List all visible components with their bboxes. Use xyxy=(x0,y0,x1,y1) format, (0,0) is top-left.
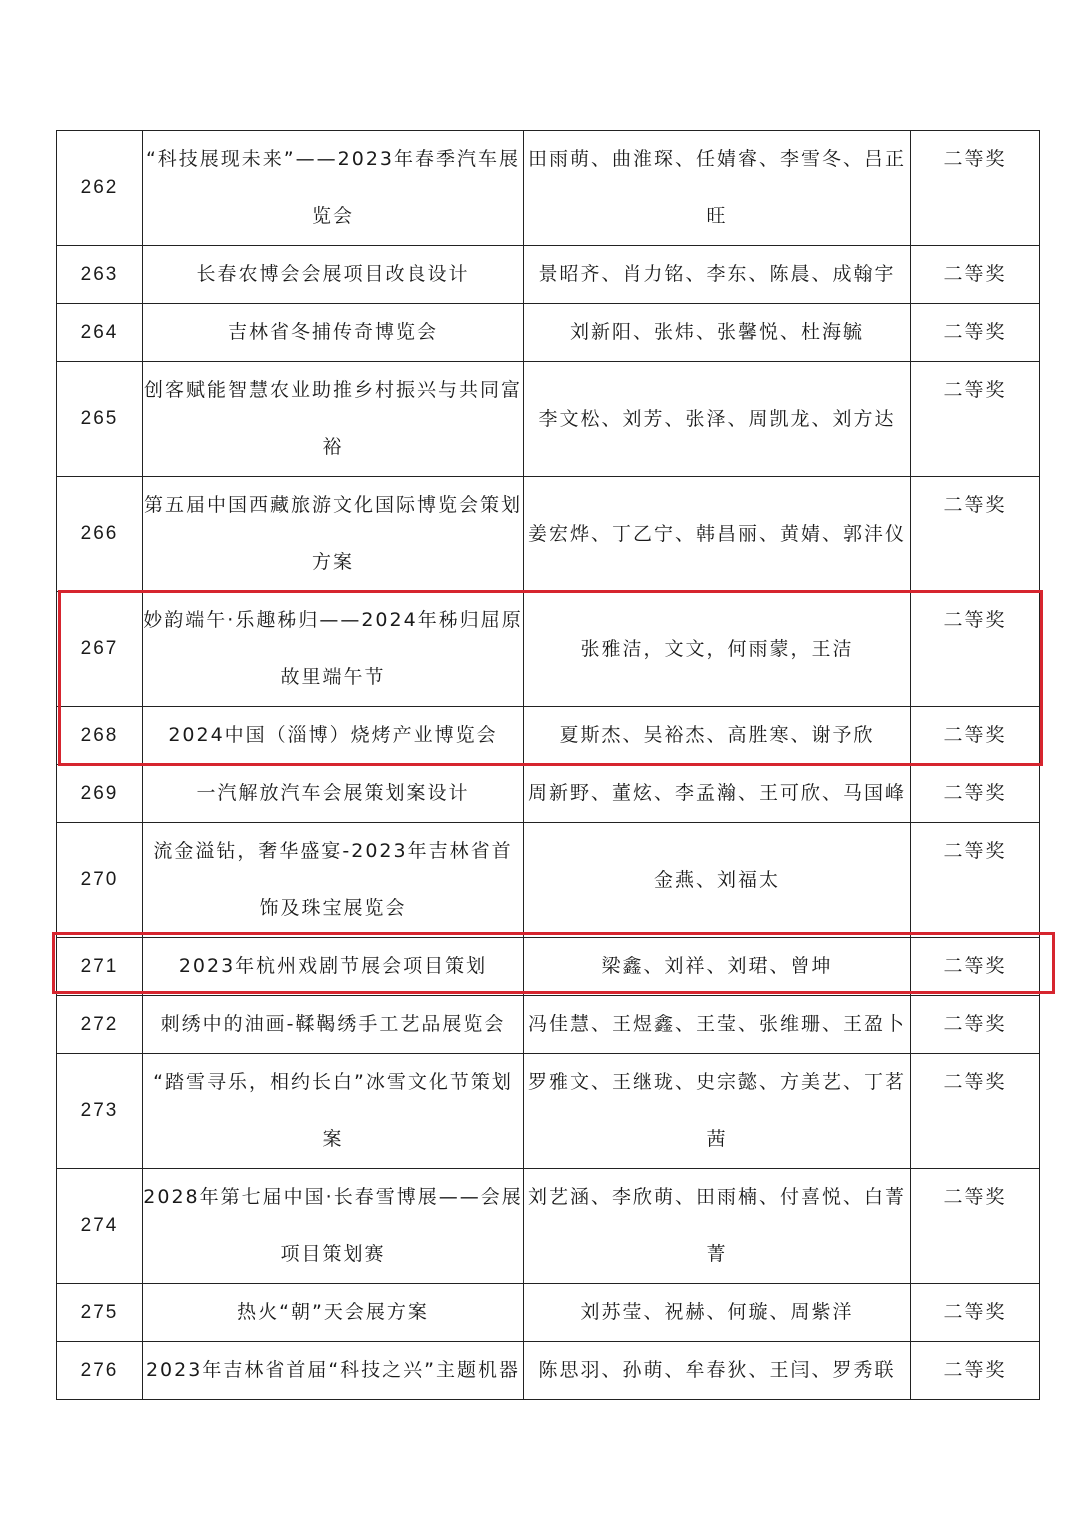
row-number: 271 xyxy=(57,938,143,996)
table-row xyxy=(57,1169,1040,1284)
row-number: 268 xyxy=(57,707,143,765)
team-members: 田雨萌、曲淮琛、任婧睿、李雪冬、吕正旺 xyxy=(524,131,911,246)
award-level: 二等奖 xyxy=(911,765,1040,823)
award-level: 二等奖 xyxy=(911,823,1040,938)
team-members: 景昭齐、肖力铭、李东、陈晨、成翰宇 xyxy=(524,246,911,304)
table-row xyxy=(57,765,1040,823)
project-title: 2023年杭州戏剧节展会项目策划 xyxy=(143,938,524,996)
row-number: 265 xyxy=(57,362,143,477)
project-title: 流金溢钻，奢华盛宴-2023年吉林省首饰及珠宝展览会 xyxy=(143,823,524,938)
table-row xyxy=(57,1054,1040,1169)
project-title: 妙韵端午·乐趣秭归——2024年秭归屈原故里端午节 xyxy=(143,592,524,707)
table-row xyxy=(57,477,1040,592)
row-number: 274 xyxy=(57,1169,143,1284)
table-row xyxy=(57,362,1040,477)
award-level: 二等奖 xyxy=(911,938,1040,996)
row-number: 275 xyxy=(57,1284,143,1342)
team-members: 陈思羽、孙萌、牟春狄、王闫、罗秀联 xyxy=(524,1342,911,1400)
table-row xyxy=(57,304,1040,362)
award-level: 二等奖 xyxy=(911,592,1040,707)
table-row xyxy=(57,938,1040,996)
row-number: 273 xyxy=(57,1054,143,1169)
award-level: 二等奖 xyxy=(911,477,1040,592)
table-row xyxy=(57,592,1040,707)
project-title: “踏雪寻乐，相约长白”冰雪文化节策划案 xyxy=(143,1054,524,1169)
awards-table xyxy=(56,130,1040,1400)
award-level: 二等奖 xyxy=(911,1054,1040,1169)
team-members: 刘苏莹、祝赫、何璇、周紫洋 xyxy=(524,1284,911,1342)
award-level: 二等奖 xyxy=(911,362,1040,477)
team-members: 李文松、刘芳、张泽、周凯龙、刘方达 xyxy=(524,362,911,477)
award-level: 二等奖 xyxy=(911,1342,1040,1400)
table-row xyxy=(57,1284,1040,1342)
team-members: 金燕、刘福太 xyxy=(524,823,911,938)
team-members: 罗雅文、王继珑、史宗懿、方美艺、丁茗茜 xyxy=(524,1054,911,1169)
row-number: 272 xyxy=(57,996,143,1054)
award-level: 二等奖 xyxy=(911,1284,1040,1342)
project-title: 创客赋能智慧农业助推乡村振兴与共同富裕 xyxy=(143,362,524,477)
row-number: 264 xyxy=(57,304,143,362)
team-members: 张雅洁，文文，何雨蒙，王洁 xyxy=(524,592,911,707)
row-number: 269 xyxy=(57,765,143,823)
award-level: 二等奖 xyxy=(911,246,1040,304)
table-row xyxy=(57,707,1040,765)
project-title: 刺绣中的油画-鞣鞨绣手工艺品展览会 xyxy=(143,996,524,1054)
award-level: 二等奖 xyxy=(911,707,1040,765)
team-members: 夏斯杰、吴裕杰、高胜寒、谢予欣 xyxy=(524,707,911,765)
project-title: 吉林省冬捕传奇博览会 xyxy=(143,304,524,362)
row-number: 262 xyxy=(57,131,143,246)
row-number: 276 xyxy=(57,1342,143,1400)
award-level: 二等奖 xyxy=(911,131,1040,246)
table-row xyxy=(57,823,1040,938)
project-title: 第五届中国西藏旅游文化国际博览会策划方案 xyxy=(143,477,524,592)
row-number: 270 xyxy=(57,823,143,938)
row-number: 263 xyxy=(57,246,143,304)
team-members: 周新野、董炫、李孟瀚、王可欣、马国峰 xyxy=(524,765,911,823)
team-members: 姜宏烨、丁乙宁、韩昌丽、黄婧、郭沣仪 xyxy=(524,477,911,592)
project-title: 2024中国（淄博）烧烤产业博览会 xyxy=(143,707,524,765)
project-title: 一汽解放汽车会展策划案设计 xyxy=(143,765,524,823)
table-row xyxy=(57,996,1040,1054)
award-level: 二等奖 xyxy=(911,304,1040,362)
table-row xyxy=(57,131,1040,246)
table-row xyxy=(57,246,1040,304)
project-title: 长春农博会会展项目改良设计 xyxy=(143,246,524,304)
team-members: 刘艺涵、李欣萌、田雨楠、付喜悦、白菁菁 xyxy=(524,1169,911,1284)
team-members: 冯佳慧、王煜鑫、王莹、张维珊、王盈卜 xyxy=(524,996,911,1054)
award-level: 二等奖 xyxy=(911,996,1040,1054)
team-members: 刘新阳、张炜、张馨悦、杜海毓 xyxy=(524,304,911,362)
row-number: 266 xyxy=(57,477,143,592)
project-title: 2023年吉林省首届“科技之兴”主题机器 xyxy=(143,1342,524,1400)
row-number: 267 xyxy=(57,592,143,707)
project-title: “科技展现未来”——2023年春季汽车展览会 xyxy=(143,131,524,246)
project-title: 2028年第七届中国·长春雪博展——会展项目策划赛 xyxy=(143,1169,524,1284)
project-title: 热火“朝”天会展方案 xyxy=(143,1284,524,1342)
award-level: 二等奖 xyxy=(911,1169,1040,1284)
team-members: 梁鑫、刘祥、刘珺、曾坤 xyxy=(524,938,911,996)
table-row xyxy=(57,1342,1040,1400)
